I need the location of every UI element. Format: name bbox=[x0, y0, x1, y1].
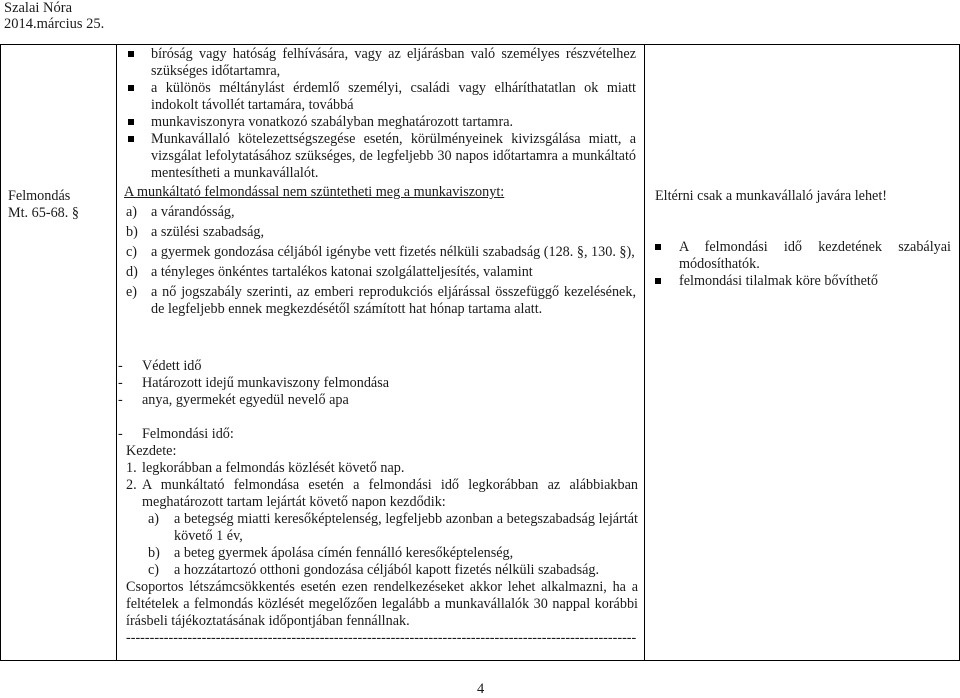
dash-item: - anya, gyermekét egyedül nevelő apa bbox=[118, 392, 349, 408]
section-title: Felmondás bbox=[8, 188, 71, 204]
dash-marker: - bbox=[118, 426, 123, 442]
dash-item: - Felmondási idő: bbox=[118, 426, 234, 442]
notice-period-section bbox=[118, 358, 638, 647]
square-bullet-icon bbox=[655, 244, 661, 250]
square-bullet-icon bbox=[128, 85, 134, 91]
closing-paragraph: Csoportos létszámcsökkentés esetén ezen rendelkezéseket akkor lehet alkalmazni, ha a feltételek a felmondás közlését megelőzően legalább a munkavállalók 30 nappal korábbi írásbeli tájékoztatásának időpontjában fennállnak. bbox=[126, 579, 638, 629]
table-left-border bbox=[0, 44, 1, 661]
author-name: Szalai Nóra bbox=[4, 0, 73, 16]
bullet-item: Munkavállaló kötelezettségszegése esetén, körülményeinek kivizsgálása miatt, a vizsgálat lefolytatásához szükséges, de legfeljebb 30 napos időtartamra a munkáltató mentesítheti a munkavállalót. bbox=[124, 131, 636, 182]
notes-column bbox=[655, 188, 951, 290]
dash-item: - Határozott idejű munkaviszony felmondása bbox=[118, 375, 390, 391]
bullet-item: munkaviszonyra vonatkozó szabályban meghatározott tartamra. bbox=[124, 114, 636, 131]
sub-item: b) a beteg gyermek ápolása címén fennálló keresőképtelenség, bbox=[148, 545, 514, 561]
dashed-separator: ------------------------------------------------------------------------------------------------------------ bbox=[126, 630, 637, 646]
protection-item: e) a nő jogszabály szerinti, az emberi reprodukciós eljárással összefüggő kezelésének, de legfeljebb ennek megkezdésétől számított hat hónap tartama alatt. bbox=[126, 284, 636, 317]
column-divider-1 bbox=[116, 44, 117, 661]
table-top-border bbox=[0, 44, 960, 45]
section-reference: Mt. 65-68. § bbox=[8, 205, 79, 221]
protection-item: a) a várandósság, bbox=[126, 204, 235, 220]
sub-item: c) a hozzátartozó otthoni gondozása céljából kapott fizetés nélküli szabadság. bbox=[148, 562, 600, 578]
main-content bbox=[124, 46, 636, 318]
numbered-item: 1. legkorábban a felmondás közlését követő nap. bbox=[126, 460, 405, 476]
document-date: 2014.március 25. bbox=[4, 16, 105, 32]
start-label: Kezdete: bbox=[126, 443, 177, 459]
deviation-note: Eltérni csak a munkavállaló javára lehet! bbox=[655, 188, 888, 204]
column-divider-2 bbox=[644, 44, 645, 661]
page-number: 4 bbox=[477, 681, 485, 697]
square-bullet-icon bbox=[128, 119, 134, 125]
dash-item: - Védett idő bbox=[118, 358, 202, 374]
bullet-item: a különös méltánylást érdemlő személyi, családi vagy elháríthatatlan ok miatt indokolt távollét tartamára, továbbá bbox=[124, 80, 636, 114]
sub-item: a) a betegség miatti keresőképtelenség, legfeljebb azonban a betegszabadság lejártát követő 1 év, bbox=[148, 511, 638, 544]
protection-heading: A munkáltató felmondással nem szüntetheti meg a munkaviszonyt: bbox=[124, 184, 505, 200]
square-bullet-icon bbox=[128, 51, 134, 57]
table-bottom-border bbox=[0, 660, 960, 661]
dash-marker: - bbox=[118, 358, 123, 374]
section-label-cell bbox=[8, 188, 113, 222]
bullet-item: bíróság vagy hatóság felhívására, vagy az eljárásban való személyes részvételhez szükséges időtartamra, bbox=[124, 46, 636, 80]
protection-item: c) a gyermek gondozása céljából igénybe vett fizetés nélküli szabadság (128. §, 130. §), bbox=[126, 244, 635, 260]
page-header bbox=[4, 0, 104, 32]
protection-item: d) a tényleges önkéntes tartalékos katonai szolgálatteljesítés, valamint bbox=[126, 264, 533, 280]
bullet-item: A felmondási idő kezdetének szabályai módosíthatók. bbox=[655, 239, 951, 273]
protection-item: b) a szülési szabadság, bbox=[126, 224, 265, 240]
square-bullet-icon bbox=[128, 136, 134, 142]
square-bullet-icon bbox=[655, 278, 661, 284]
bullet-item: felmondási tilalmak köre bővíthető bbox=[655, 273, 951, 290]
numbered-item: 2. A munkáltató felmondása esetén a felmondási idő legkorábban az alábbiakban meghatározott tartam lejártát követő napon kezdődik: bbox=[126, 477, 638, 510]
dash-marker: - bbox=[118, 392, 123, 408]
dash-marker: - bbox=[118, 375, 123, 391]
